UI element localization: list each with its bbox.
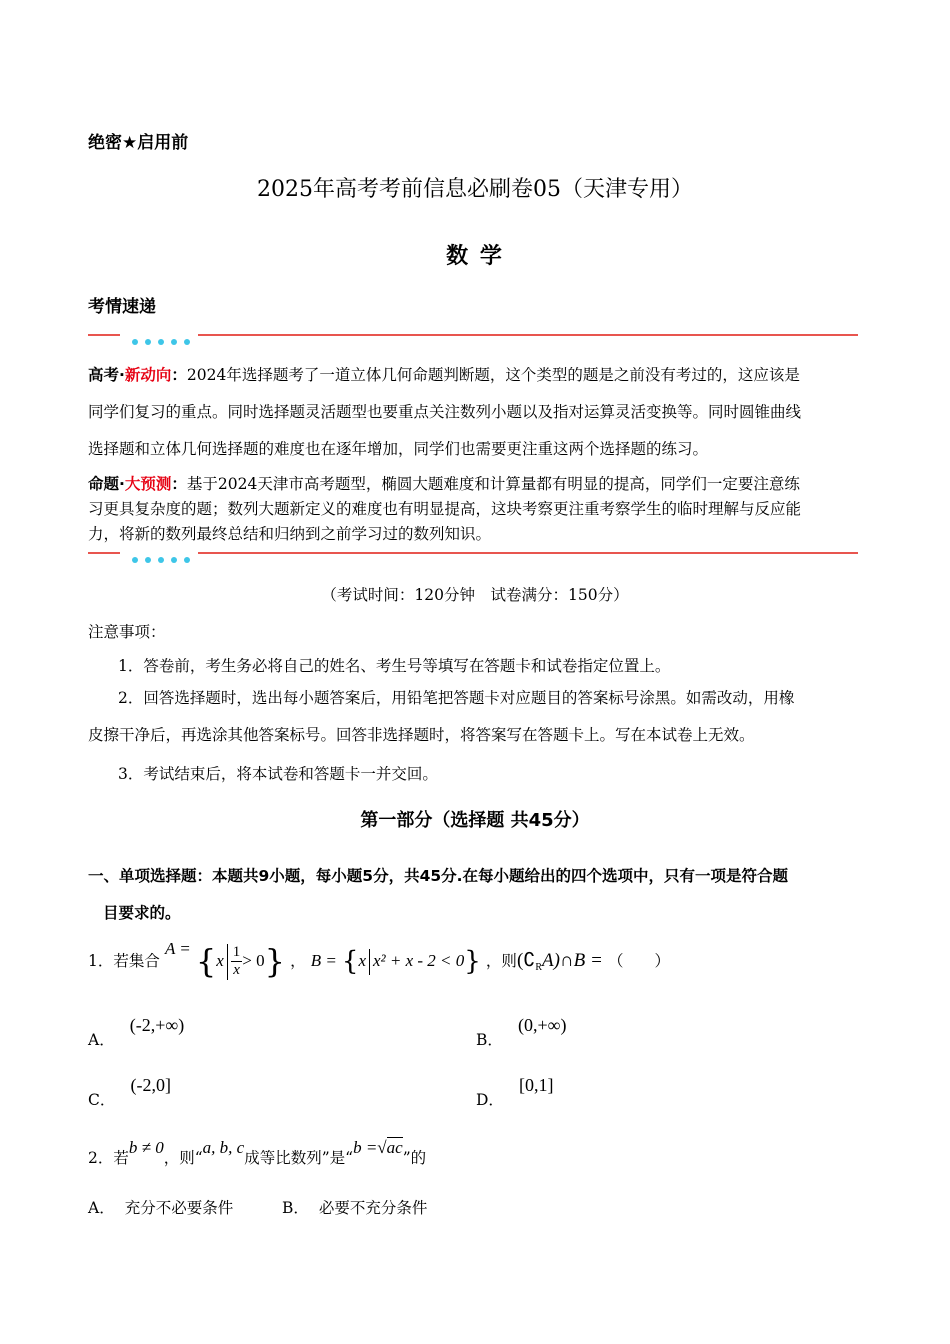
- q1-fraction-numerator: 1: [232, 944, 241, 960]
- kaoqing-heading: 考情速递: [88, 297, 156, 317]
- notice-item-2: [88, 680, 878, 754]
- prediction-colon: ：: [171, 475, 187, 493]
- notice-title: 注意事项：: [88, 623, 166, 641]
- part1-instruction-line2: 目要求的。: [103, 904, 181, 922]
- q2-radicand: ac: [386, 1138, 403, 1157]
- q1-option-d-value: [0,1]: [519, 1075, 554, 1095]
- q1-expression-tail: A)∩B =: [542, 950, 603, 971]
- q2-mid1: ，则“: [163, 1149, 203, 1167]
- q1-set-a-bar: [227, 944, 228, 980]
- q1-option-b-label: B．: [476, 1031, 503, 1049]
- notice-item-2-line1: 2．回答选择题时，选出每小题答案后，用铅笔把答题卡对应题目的答案标号涂黑。如需改动，用橡: [118, 689, 795, 707]
- q1-option-d-label: D．: [476, 1091, 504, 1109]
- q1-set-b-lhs: B =: [310, 951, 337, 970]
- part1-title: 第一部分（选择题 共45分）: [360, 810, 590, 831]
- q1-option-b[interactable]: [476, 1014, 567, 1049]
- new-direction-prefix: 高考·: [88, 366, 125, 384]
- q2-sequence: a, b, c: [202, 1138, 245, 1157]
- q2-mid3: ”的: [402, 1149, 427, 1167]
- exam-info: （考试时间：120分钟 试卷满分：150分）: [321, 586, 629, 604]
- question-2-stem: [88, 1136, 427, 1167]
- part1-instruction: [88, 858, 788, 932]
- q1-prefix: 1．若集合: [88, 952, 160, 970]
- sqrt-icon: √: [377, 1138, 387, 1157]
- question-1-stem: [88, 935, 670, 987]
- prediction-label: 大预测: [124, 475, 172, 493]
- q2-prefix: 2．若: [88, 1149, 129, 1167]
- q1-set-b-bar: [369, 949, 370, 975]
- q1-set-a-relation: > 0: [242, 951, 265, 970]
- exam-title: 2025年高考考前信息必刷卷05（天津专用）: [257, 177, 693, 202]
- new-direction-line1: 2024年选择题考了一道立体几何命题判断题，这个类型的题是之前没有考过的，这应该是: [186, 366, 800, 384]
- q1-option-d[interactable]: [476, 1074, 554, 1109]
- q2-option-a[interactable]: [88, 1196, 233, 1218]
- q1-separator: ，: [290, 952, 306, 970]
- subject-title: 数 学: [446, 244, 504, 269]
- confidential-mark: 绝密★启用前: [88, 133, 189, 153]
- new-direction-line3: 选择题和立体几何选择题的难度也在逐年增加，同学们也需要更注重这两个选择题的练习。: [88, 440, 709, 458]
- prediction-line2: 习更具复杂度的题；数列大题新定义的难度也有明显提高，这块考察更注重考察学生的临时理解与反应能: [88, 500, 802, 518]
- q1-option-c-label: C．: [88, 1091, 116, 1109]
- new-direction-line2: 同学们复习的重点。同时选择题灵活题型也要重点关注数列小题以及指对运算灵活变换等。同时圆锥曲线: [88, 403, 802, 421]
- q2-condition: b ≠ 0: [128, 1138, 164, 1157]
- q1-option-a-value: (-2,+∞): [129, 1015, 185, 1035]
- q1-set-a-close-brace: }: [264, 942, 285, 981]
- q1-fraction-denominator: x: [233, 962, 240, 978]
- notice-item-1: 1．答卷前，考生务必将自己的姓名、考生号等填写在答题卡和试卷指定位置上。: [118, 657, 671, 675]
- bottom-divider: [88, 548, 858, 558]
- prediction-line1: 基于2024天津市高考题型，椭圆大题难度和计算量都有明显的提高，同学们一定要注意练: [186, 475, 800, 493]
- q1-set-b-close-brace: }: [464, 946, 481, 977]
- q2-option-b-label: B．: [282, 1199, 309, 1217]
- q2-option-a-label: A．: [88, 1199, 115, 1217]
- q1-then: ，则: [485, 952, 517, 970]
- q1-option-a-label: A．: [88, 1031, 115, 1049]
- new-direction-colon: ：: [171, 366, 187, 384]
- q1-set-a-open-brace: {: [195, 942, 217, 981]
- q2-option-b[interactable]: [282, 1196, 427, 1218]
- notice-item-2-line2: 皮擦干净后，再选涂其他答案标号。回答非选择题时，将答案写在答题卡上。写在本试卷上无效。: [88, 726, 755, 744]
- q1-set-a-lhs: A =: [164, 939, 191, 958]
- q1-option-b-value: (0,+∞): [517, 1015, 567, 1035]
- q1-option-c[interactable]: [88, 1074, 171, 1109]
- new-direction-label: 新动向: [124, 366, 172, 384]
- q1-blank: （ ）: [607, 952, 670, 970]
- q1-option-c-value: (-2,0]: [130, 1075, 171, 1095]
- notice-item-3: 3．考试结束后，将本试卷和答题卡一并交回。: [118, 765, 438, 783]
- q2-mid2: 成等比数列”是“: [244, 1149, 354, 1167]
- q1-complement-sub: R: [535, 962, 543, 974]
- top-divider: [88, 330, 858, 340]
- q2-option-b-value: 必要不充分条件: [318, 1199, 428, 1217]
- q2-option-a-value: 充分不必要条件: [124, 1199, 234, 1217]
- prediction-line3: 力，将新的数列最终总结和归纳到之前学习过的数列知识。: [88, 525, 492, 543]
- q1-set-b-condition: x² + x - 2 < 0: [372, 951, 465, 970]
- part1-instruction-line1: 一、单项选择题：本题共9小题，每小题5分，共45分.在每小题给出的四个选项中，只有一项是符合题: [88, 867, 789, 885]
- q1-set-a-var: x: [216, 951, 224, 970]
- prediction-prefix: 命题·: [88, 475, 125, 493]
- q1-complement: (∁: [516, 950, 536, 971]
- prediction-paragraph: [88, 472, 868, 547]
- q1-option-a[interactable]: [88, 1014, 185, 1049]
- new-direction-paragraph: [88, 357, 868, 468]
- q2-equation-lhs: b =: [353, 1138, 378, 1157]
- q1-set-b-open-brace: {: [341, 946, 359, 977]
- q1-set-b-var: x: [358, 951, 366, 970]
- q1-set-a-fraction: [231, 944, 243, 979]
